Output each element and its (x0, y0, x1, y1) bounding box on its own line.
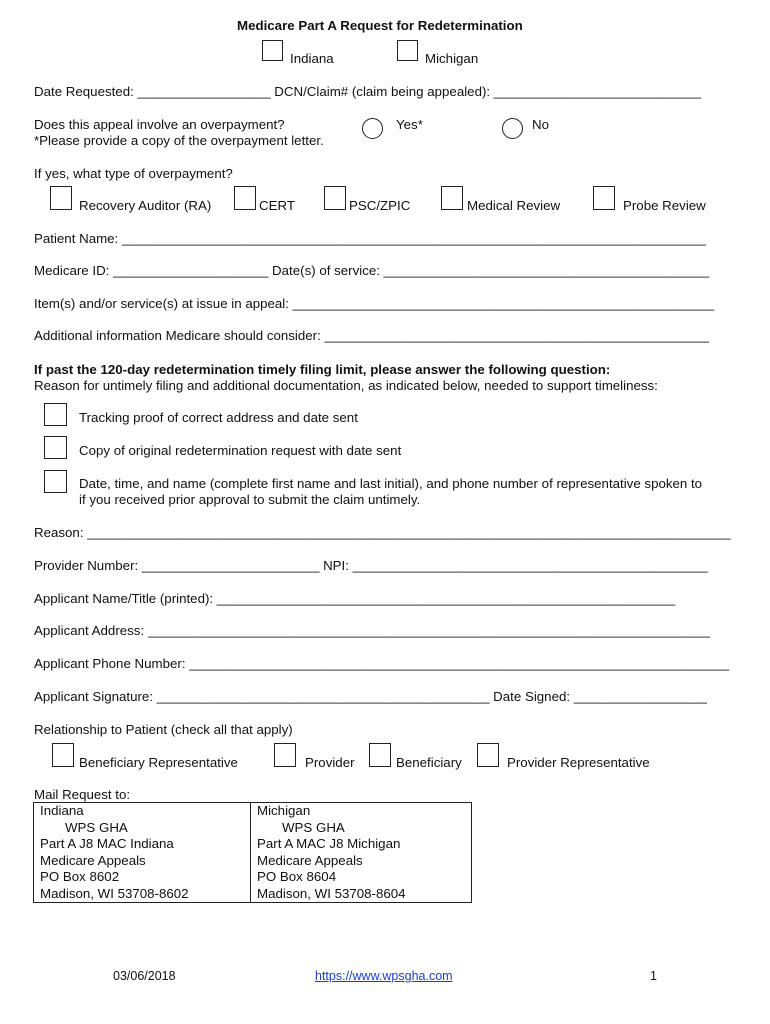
date-requested-field[interactable]: Date Requested: __________________ DCN/Claim# (claim being appealed): ____________________________ (34, 84, 701, 99)
relationship-label: Relationship to Patient (check all that apply) (34, 722, 293, 737)
timely-filing-subheading: Reason for untimely filing and additional documentation, as indicated below, needed to support timeliness: (34, 378, 658, 393)
michigan-line-3: PO Box 8604 (257, 869, 337, 884)
recovery-auditor-checkbox[interactable] (50, 186, 72, 210)
indiana-checkbox[interactable] (262, 40, 283, 61)
reason-field[interactable]: Reason: _______________________________________________________________________________________ (34, 525, 731, 540)
mail-request-label: Mail Request to: (34, 787, 131, 802)
mail-address-table (33, 802, 472, 903)
indiana-line-3: PO Box 8602 (40, 869, 120, 884)
indiana-org: WPS GHA (65, 819, 128, 835)
psc-zpic-label: PSC/ZPIC (349, 198, 411, 213)
applicant-signature-field[interactable]: Applicant Signature: _____________________________________________ Date Signed: __________________ (34, 689, 707, 704)
overpayment-yes-label: Yes* (396, 117, 423, 132)
michigan-line-1: Part A MAC J8 Michigan (257, 836, 401, 851)
copy-original-label: Copy of original redetermination request with date sent (79, 443, 402, 458)
applicant-name-title-field[interactable]: Applicant Name/Title (printed): ______________________________________________________________ (34, 591, 676, 606)
beneficiary-representative-checkbox[interactable] (52, 743, 74, 767)
michigan-address-cell (251, 803, 472, 903)
indiana-line-2: Medicare Appeals (40, 852, 146, 868)
provider-checkbox[interactable] (274, 743, 296, 767)
representative-info-label: Date, time, and name (complete first name and last initial), and phone number of representative spoken to (79, 476, 703, 491)
beneficiary-checkbox[interactable] (369, 743, 391, 767)
applicant-address-field[interactable]: Applicant Address: ____________________________________________________________________________ (34, 623, 710, 638)
overpayment-note: *Please provide a copy of the overpayment letter. (34, 133, 324, 148)
overpayment-yes-radio[interactable] (362, 118, 383, 139)
michigan-line-2: Medicare Appeals (257, 852, 363, 868)
provider-representative-checkbox[interactable] (477, 743, 499, 767)
applicant-phone-field[interactable]: Applicant Phone Number: _________________________________________________________________________ (34, 656, 730, 671)
representative-info-label-line2: if you received prior approval to submit the claim untimely. (79, 492, 421, 507)
indiana-label: Indiana (290, 51, 334, 66)
michigan-checkbox[interactable] (397, 40, 418, 61)
overpayment-question: Does this appeal involve an overpayment? (34, 117, 285, 132)
medical-review-label: Medical Review (467, 198, 561, 213)
michigan-state: Michigan (257, 803, 311, 818)
medical-review-checkbox[interactable] (441, 186, 463, 210)
footer-url-link[interactable]: https://www.wpsgha.com (315, 969, 453, 983)
provider-number-field[interactable]: Provider Number: ________________________ NPI: ________________________________________________ (34, 558, 708, 573)
overpayment-type-question: If yes, what type of overpayment? (34, 166, 233, 181)
page-number: 1 (650, 969, 657, 983)
patient-name-field[interactable]: Patient Name: _______________________________________________________________________________ (34, 231, 707, 246)
indiana-state: Indiana (40, 803, 84, 818)
indiana-line-4: Madison, WI 53708-8602 (40, 885, 189, 901)
probe-review-label: Probe Review (623, 198, 706, 213)
footer-date: 03/06/2018 (113, 969, 176, 983)
provider-label: Provider (305, 755, 355, 770)
indiana-line-1: Part A J8 MAC Indiana (40, 836, 174, 851)
overpayment-no-radio[interactable] (502, 118, 523, 139)
form-title: Medicare Part A Request for Redetermination (237, 18, 523, 33)
cert-label: CERT (259, 198, 295, 213)
indiana-address-cell (34, 803, 251, 903)
copy-original-checkbox[interactable] (44, 436, 67, 459)
tracking-proof-label: Tracking proof of correct address and date sent (79, 410, 358, 425)
medicare-id-field[interactable]: Medicare ID: _____________________ Date(s) of service: ____________________________________________ (34, 263, 710, 278)
representative-info-checkbox[interactable] (44, 470, 67, 493)
recovery-auditor-label: Recovery Auditor (RA) (79, 198, 212, 213)
beneficiary-label: Beneficiary (396, 755, 462, 770)
cert-checkbox[interactable] (234, 186, 256, 210)
items-services-field[interactable]: Item(s) and/or service(s) at issue in appeal: _________________________________________________________ (34, 296, 715, 311)
overpayment-no-label: No (532, 117, 549, 132)
provider-representative-label: Provider Representative (507, 755, 650, 770)
beneficiary-representative-label: Beneficiary Representative (79, 755, 238, 770)
psc-zpic-checkbox[interactable] (324, 186, 346, 210)
michigan-line-4: Madison, WI 53708-8604 (257, 885, 406, 901)
probe-review-checkbox[interactable] (593, 186, 615, 210)
michigan-label: Michigan (425, 51, 479, 66)
michigan-org: WPS GHA (282, 819, 345, 835)
timely-filing-heading: If past the 120-day redetermination timely filing limit, please answer the following question: (34, 362, 611, 377)
additional-info-field[interactable]: Additional information Medicare should consider: ____________________________________________________ (34, 328, 710, 343)
tracking-proof-checkbox[interactable] (44, 403, 67, 426)
